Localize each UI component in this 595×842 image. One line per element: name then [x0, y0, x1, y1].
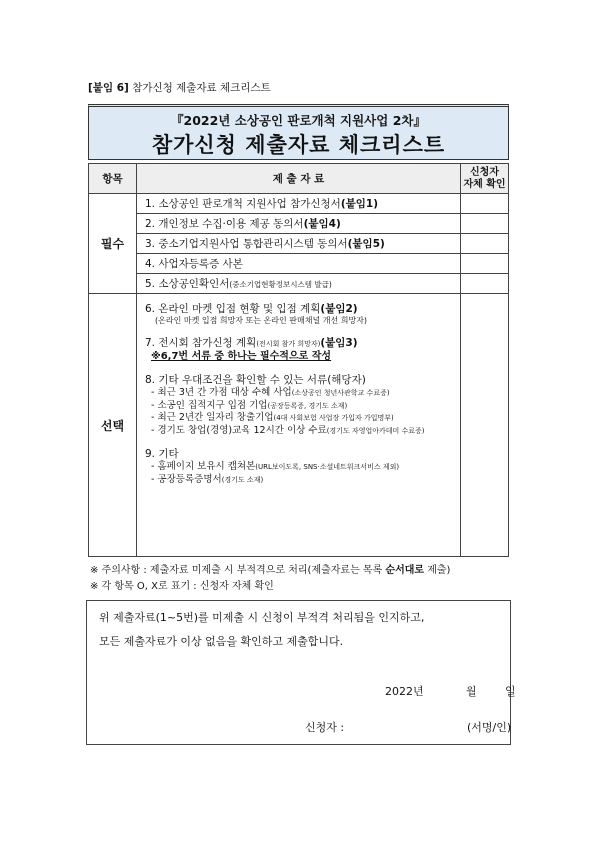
table-row	[89, 254, 509, 274]
declaration-line-1: 위 제출자료(1~5번)를 미제출 시 신청이 부적격 처리됨을 인지하고,	[99, 611, 425, 624]
note-caution: ※ 주의사항 : 제출자료 미제출 시 부적격으로 처리(제출자료는 목록 순서대로 제출)	[90, 565, 451, 576]
optional-item-8-sub: - 최근 2년간 일자리 창출기업(4대 사회보험 사업장 가입자 가입명부)	[151, 412, 394, 424]
table-row	[89, 294, 509, 557]
category-required: 필수	[89, 194, 137, 294]
optional-item-7: 7. 전시회 참가신청 계획(전시회 참가 희망자)(붙임3)	[145, 336, 358, 349]
notes	[90, 563, 450, 595]
check-cell[interactable]	[461, 274, 509, 294]
table-row	[89, 214, 509, 234]
optional-item-8-sub: - 소공인 집적지구 입점 기업(공장등록증, 경기도 소재)	[151, 399, 348, 411]
optional-item-6-note: (온라인 마켓 입점 희망자 또는 온라인 판매채널 개선 희망자)	[155, 316, 368, 326]
check-cell[interactable]	[461, 234, 509, 254]
required-item-5: 5. 소상공인확인서(중소기업현황정보시스템 발급)	[137, 274, 461, 294]
document-subtitle: 『2022년 소상공인 판로개척 지원사업 2차』	[171, 113, 426, 128]
attachment-text: 참가신청 제출자료 체크리스트	[132, 82, 271, 94]
check-cell[interactable]	[461, 294, 509, 557]
declaration-line-2: 모든 제출자료가 이상 없음을 확인하고 제출합니다.	[99, 635, 344, 648]
optional-item-9-sub: - 공장등록증명서(경기도 소재)	[151, 474, 264, 486]
optional-item-9-sub: - 홈페이지 보유시 캡쳐본(URL보이도록, SNS·소셜네트워크서비스 제외)	[151, 461, 400, 473]
optional-items	[137, 294, 461, 557]
header-docs: 제 출 자 료	[137, 164, 461, 194]
signature-label: (서명/인)	[467, 721, 512, 734]
title-box	[88, 104, 509, 160]
attachment-label	[88, 80, 271, 95]
required-item-1: 1. 소상공인 판로개척 지원사업 참가신청서(붙임1)	[137, 194, 461, 214]
required-item-3: 3. 중소기업지원사업 통합관리시스템 동의서(붙임5)	[137, 234, 461, 254]
optional-item-9: 9. 기타	[145, 448, 179, 461]
table-row	[89, 194, 509, 214]
header-category: 항목	[89, 164, 137, 194]
optional-item-8-sub: - 최근 3년 간 가점 대상 수혜 사업(소상공인 청년사관학교 수료증)	[151, 386, 390, 398]
optional-item-8-sub: - 경기도 창업(경영)교육 12시간 이상 수료(경기도 자영업아카데미 수료증)	[151, 425, 425, 437]
attachment-tag: [붙임 6]	[88, 82, 129, 94]
note-marking: ※ 각 항목 O, X로 표기 : 신청자 자체 확인	[90, 581, 274, 592]
header-check	[461, 164, 509, 194]
required-item-2: 2. 개인정보 수집·이용 제공 동의서(붙임4)	[137, 214, 461, 234]
date-month: 월	[466, 685, 477, 698]
checklist-table	[88, 163, 509, 557]
date-day: 일	[505, 685, 516, 698]
check-cell[interactable]	[461, 194, 509, 214]
document-title: 참가신청 제출자료 체크리스트	[151, 133, 446, 157]
check-cell[interactable]	[461, 214, 509, 234]
declaration-box	[86, 600, 516, 745]
optional-item-6: 6. 온라인 마켓 입점 현황 및 입점 계획(붙임2)	[145, 303, 358, 315]
table-header-row	[89, 164, 509, 194]
check-cell[interactable]	[461, 254, 509, 274]
optional-item-8: 8. 기타 우대조건을 확인할 수 있는 서류(해당자)	[145, 373, 366, 386]
table-row	[89, 234, 509, 254]
category-optional: 선택	[89, 294, 137, 557]
date-year: 2022년	[385, 685, 424, 698]
table-row	[89, 274, 509, 294]
required-item-4: 4. 사업자등록증 사본	[137, 254, 461, 274]
header-check-line2: 자체 확인	[463, 178, 506, 190]
applicant-label: 신청자 :	[305, 721, 345, 734]
header-check-line1: 신청자	[470, 166, 499, 178]
optional-required-note: ※6,7번 서류 중 하나는 필수적으로 작성	[151, 351, 332, 363]
